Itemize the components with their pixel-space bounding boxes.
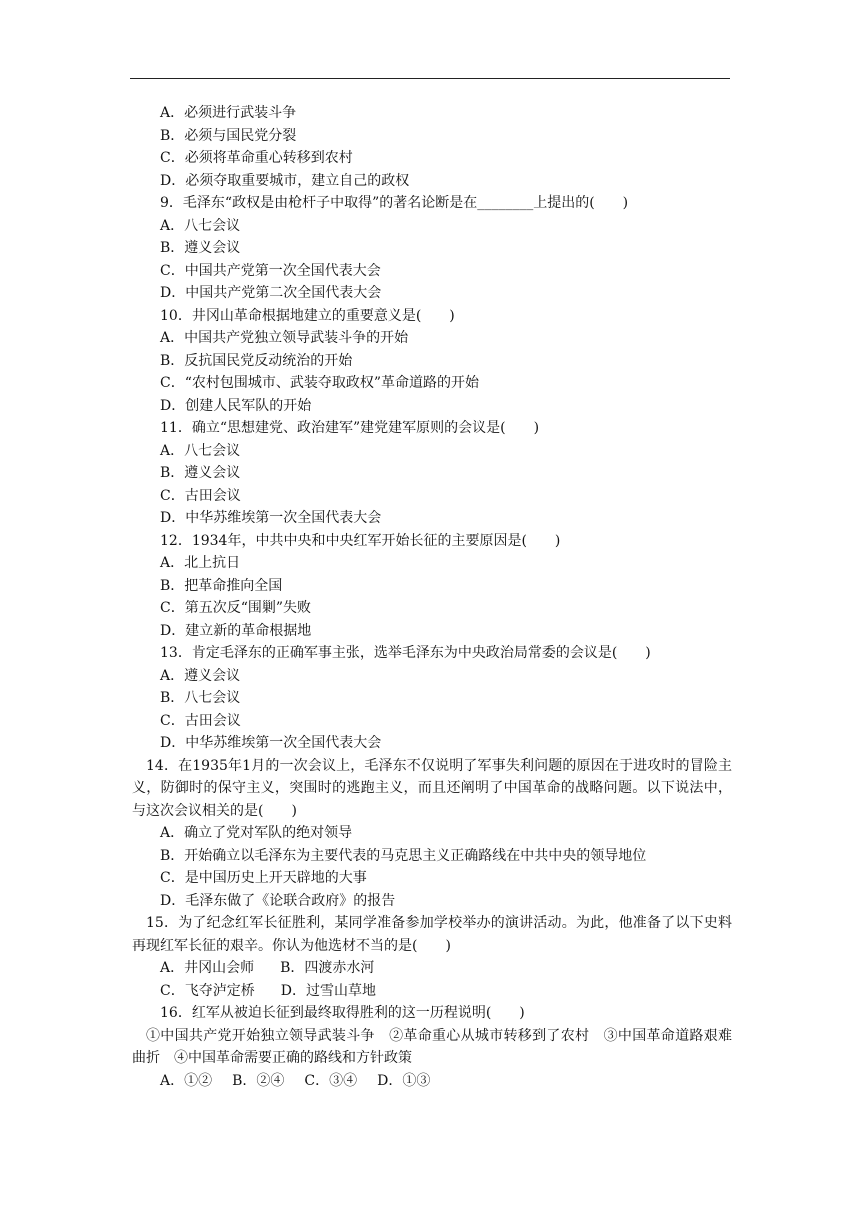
exam-page [132,102,732,1092]
q14-option-b: B．开始确立以毛泽东为主要代表的马克思主义正确路线在中共中央的领导地位 [160,847,647,864]
q12-stem: 12．1934年，中共中央和中央红军开始长征的主要原因是( ) [160,532,561,549]
q13-option-a: A．遵义会议 [160,667,241,684]
q13-option-d: D．中华苏维埃第一次全国代表大会 [160,735,382,751]
q14-option-d: D．毛泽东做了《论联合政府》的报告 [160,892,396,909]
q10-option-d: D．创建人民军队的开始 [160,397,312,414]
q16-options-row [160,1070,732,1093]
q8-option-c: C．必须将革命重心转移到农村 [160,150,353,166]
q16-option-a: A．①② [160,1072,213,1089]
q12-option-c: C．第五次反“围剿”失败 [160,600,312,616]
q12-option-a: A．北上抗日 [160,555,241,571]
header-rule [130,78,730,79]
q16-stem: 16．红军从被迫长征到最终取得胜利的这一历程说明( ) [160,1005,525,1021]
q15-option-a: A．井冈山会师 [160,960,255,976]
q10-option-a: A．中国共产党独立领导武装斗争的开始 [160,330,409,346]
q14-stem: 14．在1935年1月的一次会议上，毛泽东不仅说明了军事失利问题的原因在于进攻时的冒险主义，防御时的保守主义，突围时的逃跑主义，而且还阐明了中国革命的战略问题。以下说法中，与这次会议相关的是( ) [132,757,732,819]
q11-option-a: A．八七会议 [160,442,241,459]
q9-stem: 9．毛泽东“政权是由枪杆子中取得”的著名论断是在________上提出的( ) [160,195,629,211]
q14-option-c: C．是中国历史上开天辟地的大事 [160,870,367,886]
q8-option-b: B．必须与国民党分裂 [160,127,297,144]
q9-option-c: C．中国共产党第一次全国代表大会 [160,262,381,279]
q9-option-b: B．遵义会议 [160,240,241,256]
q11-stem: 11．确立“思想建党、政治建军”建党建军原则的会议是( ) [160,420,540,436]
q15-options-row-1 [160,957,732,980]
q11-option-b: B．遵义会议 [160,465,241,481]
q15-option-c: C．飞夺泸定桥 [160,982,255,999]
q9-option-a: A．八七会议 [160,217,241,234]
q16-option-b: B．②④ [232,1072,285,1089]
q11-option-d: D．中华苏维埃第一次全国代表大会 [160,510,382,526]
q11-option-c: C．古田会议 [160,487,241,504]
q10-option-c: C．“农村包围城市、武装夺取政权”革命道路的开始 [160,375,480,391]
q10-option-b: B．反抗国民党反动统治的开始 [160,352,353,369]
q15-stem: 15．为了纪念红军长征胜利，某同学准备参加学校举办的演讲活动。为此，他准备了以下史料再现红军长征的艰辛。你认为他选材不当的是( ) [132,915,732,954]
q13-option-b: B．八七会议 [160,690,241,706]
q9-option-d: D．中国共产党第二次全国代表大会 [160,285,382,301]
q14-option-a: A．确立了党对军队的绝对领导 [160,825,353,841]
q8-option-a: A．必须进行武装斗争 [160,105,297,121]
q16-option-c: C．③④ [304,1072,358,1089]
q16-statements: ①中国共产党开始独立领导武装斗争 ②革命重心从城市转移到了农村 ③中国革命道路艰难曲折 ④中国革命需要正确的路线和方针政策 [132,1027,732,1066]
q15-options-row-2 [160,980,732,1003]
q13-option-c: C．古田会议 [160,712,241,729]
q10-stem: 10．井冈山革命根据地建立的重要意义是( ) [160,307,455,324]
q13-stem: 13．肯定毛泽东的正确军事主张，选举毛泽东为中央政治局常委的会议是( ) [160,645,651,661]
q15-option-b: B．四渡赤水河 [280,960,375,976]
q16-option-d: D．①③ [377,1072,431,1089]
q12-option-d: D．建立新的革命根据地 [160,622,312,639]
q8-option-d: D．必须夺取重要城市，建立自己的政权 [160,172,410,189]
q12-option-b: B．把革命推向全国 [160,577,283,594]
q15-option-d: D．过雪山草地 [280,982,376,999]
